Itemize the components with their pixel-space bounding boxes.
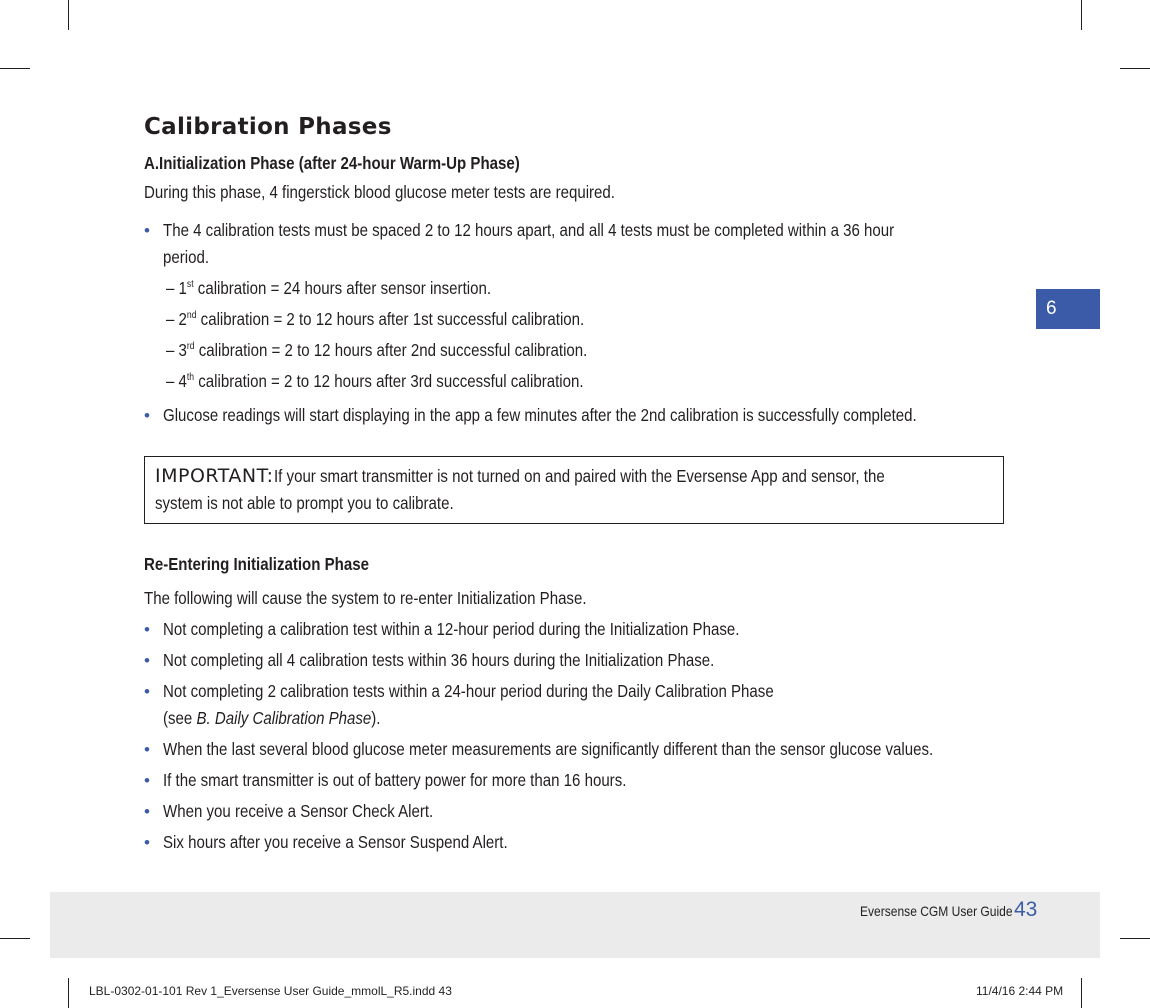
list-item: • When you receive a Sensor Check Alert. [144, 798, 1010, 825]
bullet-icon: • [144, 221, 150, 240]
bullet-icon: • [144, 651, 150, 670]
list-item: • The 4 calibration tests must be spaced 2 to 12 hours apart, and all 4 tests must be completed within a 36 hour period. [144, 217, 1010, 271]
list-item: • Not completing 2 calibration tests within a 24-hour period during the Daily Calibration Phase (see B. Daily Calibration Phase). [144, 678, 1010, 732]
page-title: Calibration Phases [144, 114, 392, 140]
footer-bar [50, 892, 1100, 958]
list-item: • Glucose readings will start displaying in the app a few minutes after the 2nd calibration is successfully completed. [144, 402, 1010, 429]
crop-mark [1120, 68, 1150, 69]
list-item: • When the last several blood glucose meter measurements are significantly different than the sensor glucose values. [144, 736, 1010, 763]
section-tab: 6 [1036, 289, 1100, 329]
bullet-icon: • [144, 682, 150, 701]
crop-mark [0, 938, 30, 939]
list-item: • Not completing a calibration test within a 12-hour period during the Initialization Phase. [144, 616, 1010, 643]
page-number: 43 [1014, 898, 1038, 921]
crop-mark [1081, 978, 1082, 1008]
section-a-intro: During this phase, 4 fingerstick blood glucose meter tests are required. [144, 182, 615, 202]
bullet-icon: • [144, 406, 150, 425]
crop-mark [1120, 938, 1150, 939]
crop-mark [1081, 0, 1082, 30]
bullet-icon: • [144, 771, 150, 790]
calibration-item: – 2nd calibration = 2 to 12 hours after 1st successful calibration. [166, 309, 585, 329]
bullet-icon: • [144, 802, 150, 821]
important-text: IMPORTANT:If your smart transmitter is not turned on and paired with the Eversense App and sensor, the system is not able to prompt you to calibrate. [155, 465, 885, 513]
list-item: • If the smart transmitter is out of battery power for more than 16 hours. [144, 767, 1010, 794]
calibration-item: – 1st calibration = 24 hours after sensor insertion. [166, 278, 492, 298]
important-label: IMPORTANT: [155, 465, 274, 487]
cross-reference: B. Daily Calibration Phase [196, 708, 372, 728]
calibration-item: – 3rd calibration = 2 to 12 hours after 2nd successful calibration. [166, 340, 588, 360]
bullet-icon: • [144, 833, 150, 852]
bullet-icon: • [144, 620, 150, 639]
calibration-item: – 4th calibration = 2 to 12 hours after 3rd successful calibration. [166, 371, 584, 391]
reentering-heading: Re-Entering Initialization Phase [144, 554, 369, 574]
print-date: 11/4/16 2:44 PM [976, 984, 1064, 998]
reentering-intro: The following will cause the system to re-enter Initialization Phase. [144, 588, 587, 608]
footer-guide-title: Eversense CGM User Guide [860, 903, 1013, 919]
bullet-icon: • [144, 740, 150, 759]
crop-mark [0, 68, 30, 69]
important-callout [144, 456, 1004, 524]
list-item: • Not completing all 4 calibration tests within 36 hours during the Initialization Phase. [144, 647, 1010, 674]
crop-mark [68, 978, 69, 1008]
reentering-section [144, 553, 1010, 856]
page-content [144, 112, 1010, 429]
list-item: • Six hours after you receive a Sensor Suspend Alert. [144, 829, 1010, 856]
print-slug: LBL-0302-01-101 Rev 1_Eversense User Guide_mmolL_R5.indd 43 [89, 984, 452, 998]
section-a-heading: A.Initialization Phase (after 24-hour Warm-Up Phase) [144, 153, 520, 173]
crop-mark [68, 0, 69, 30]
